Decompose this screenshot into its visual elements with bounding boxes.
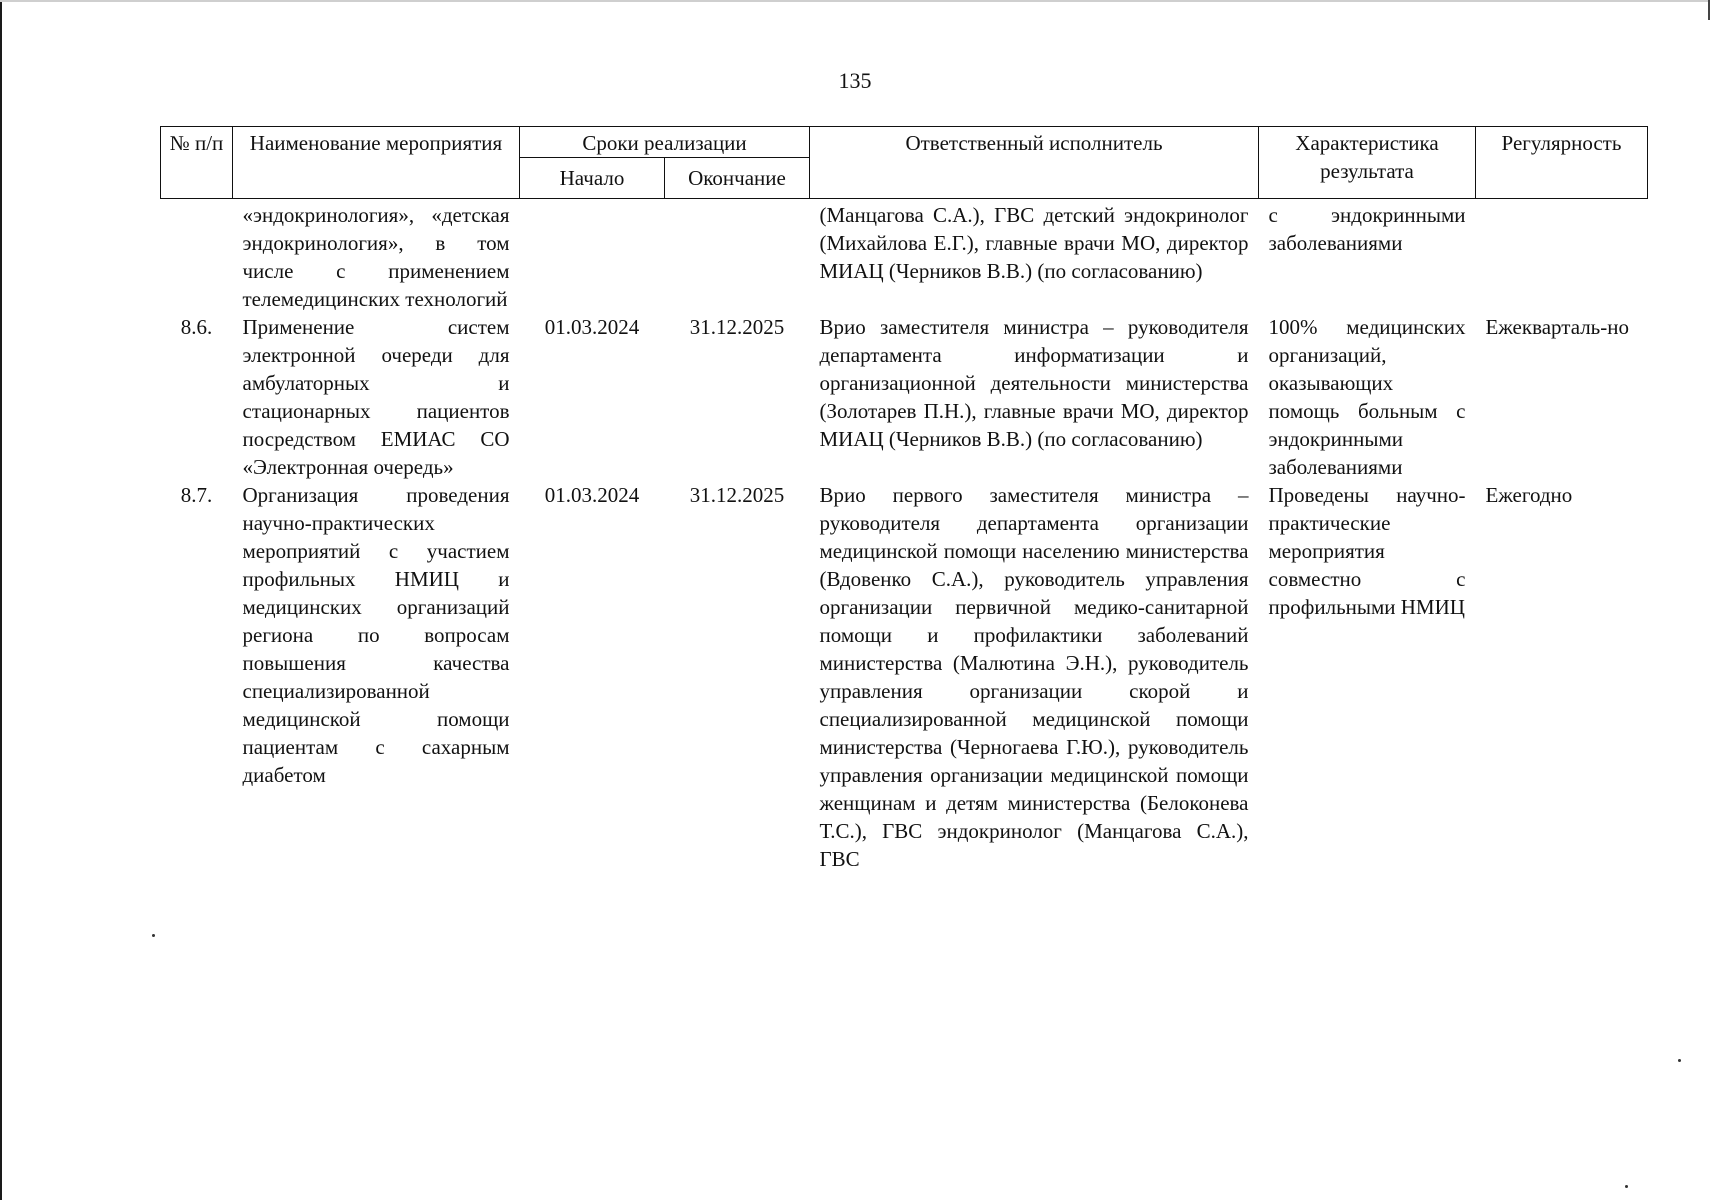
- row-end: 31.12.2025: [689, 315, 785, 339]
- row-end: [665, 199, 810, 314]
- table-header: [161, 127, 1648, 199]
- scan-edge-left: [0, 0, 2, 1200]
- table-row: [161, 481, 1648, 873]
- row-num: 8.6.: [180, 315, 213, 339]
- row-regularity: Ежегодно: [1485, 483, 1573, 507]
- row-start: 01.03.2024: [544, 483, 640, 507]
- row-num: 8.7.: [180, 483, 213, 507]
- row-end: 31.12.2025: [689, 483, 785, 507]
- row-executor: (Манцагова С.А.), ГВС детский эндокринолог (Михайлова Е.Г.), главные врачи МО, директор МИАЦ (Черников В.В.) (по согласованию): [819, 203, 1249, 283]
- header-num: № п/п: [161, 127, 233, 199]
- header-terms: Сроки реализации: [520, 127, 810, 158]
- page-number: 135: [838, 68, 872, 93]
- row-name: Применение систем электронной очереди для амбулаторных и стационарных пациентов посредством ЕМИАС СО «Электронная очередь»: [242, 315, 510, 479]
- row-result: 100% медицинских организаций, оказывающих помощь больным с эндокринными заболеваниями: [1268, 315, 1466, 479]
- header-result: Характеристика результата: [1259, 127, 1476, 199]
- row-executor: Врио первого заместителя министра – руководителя департамента организации медицинской помощи населению министерства (Вдовенко С.А.), руководитель управления организации первичной медико-санитарной помощи и профилактики заболеваний министерства (Малютина Э.Н.), руководитель управления организации скорой и специализированной медицинской помощи министерства (Черногаева Г.Ю.), руководитель управления организации медицинской помощи женщинам и детям министерства (Белоконева Т.С.), ГВС эндокринолог (Манцагова С.А.), ГВС: [819, 483, 1249, 871]
- scan-edge-top: [0, 0, 1710, 2]
- header-start: Начало: [520, 158, 665, 199]
- row-result: с эндокринными заболеваниями: [1268, 203, 1466, 255]
- row-result: Проведены научно-практические мероприятия совместно с профильными НМИЦ: [1268, 483, 1466, 619]
- scan-speck: [1625, 1185, 1628, 1188]
- scan-speck: [1678, 1059, 1681, 1062]
- scan-speck: [152, 934, 155, 937]
- row-regularity: Ежекварталь-но: [1485, 315, 1629, 339]
- row-executor: Врио заместителя министра – руководителя департамента информатизации и организационной деятельности министерства (Золотарев П.Н.), главные врачи МО, директор МИАЦ (Черников В.В.) (по согласованию): [819, 315, 1249, 451]
- action-plan-table: [160, 126, 1648, 873]
- table-row: [161, 313, 1648, 481]
- header-end: Окончание: [665, 158, 810, 199]
- row-regularity: [1476, 199, 1648, 314]
- row-name: Организация проведения научно-практических мероприятий с участием профильных НМИЦ и медицинских организаций региона по вопросам повышения качества специализированной медицинской помощи пациентам с сахарным диабетом: [242, 483, 510, 787]
- header-executor: Ответственный исполнитель: [810, 127, 1259, 199]
- row-start: 01.03.2024: [544, 315, 640, 339]
- row-name: «эндокринология», «детская эндокринология», в том числе с применением телемедицинских технологий: [242, 203, 510, 311]
- header-name: Наименование мероприятия: [233, 127, 520, 199]
- table-row: [161, 199, 1648, 314]
- header-regularity: Регулярность: [1476, 127, 1648, 199]
- row-num: [161, 199, 233, 314]
- row-start: [520, 199, 665, 314]
